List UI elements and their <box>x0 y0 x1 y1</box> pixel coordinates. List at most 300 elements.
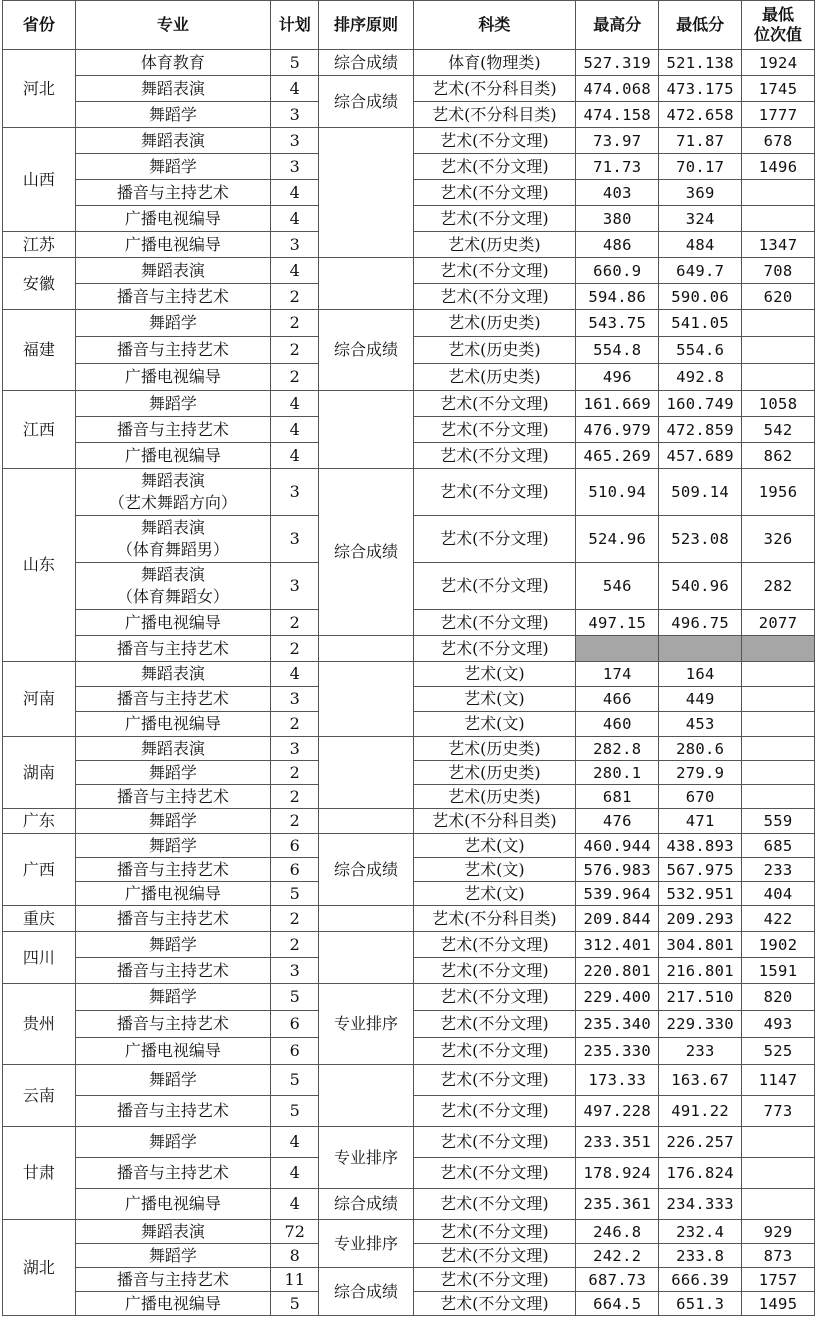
min-rank-cell: 525 <box>742 1038 815 1065</box>
min-score-cell: 233.8 <box>659 1244 742 1268</box>
max-score-cell: 403 <box>576 180 659 206</box>
min-score-cell: 453 <box>659 712 742 737</box>
major-cell: 播音与主持艺术 <box>75 1011 270 1038</box>
min-rank-cell: 404 <box>742 882 815 906</box>
min-score-cell: 491.22 <box>659 1096 742 1127</box>
category-cell: 艺术(不分文理) <box>413 443 576 469</box>
major-cell: 舞蹈表演 <box>75 737 270 761</box>
min-score-cell: 492.8 <box>659 364 742 391</box>
rule-cell <box>319 932 413 984</box>
category-cell: 艺术(历史类) <box>413 785 576 809</box>
category-cell: 艺术(文) <box>413 662 576 687</box>
header-max-score: 最高分 <box>576 1 659 50</box>
table-row <box>3 984 815 1011</box>
admission-score-table <box>2 0 815 1316</box>
max-score-cell: 73.97 <box>576 128 659 154</box>
major-cell: 广播电视编导 <box>75 882 270 906</box>
min-rank-cell: 1496 <box>742 154 815 180</box>
category-cell: 艺术(不分科目类) <box>413 906 576 932</box>
table-row <box>3 76 815 102</box>
rule-cell <box>319 258 413 310</box>
min-rank-cell: 1757 <box>742 1268 815 1292</box>
min-rank-cell <box>742 364 815 391</box>
plan-cell: 3 <box>270 516 319 563</box>
major-cell: 广播电视编导 <box>75 364 270 391</box>
plan-cell: 4 <box>270 417 319 443</box>
plan-cell: 4 <box>270 258 319 284</box>
major-cell: 舞蹈学 <box>75 154 270 180</box>
plan-cell: 6 <box>270 1038 319 1065</box>
category-cell: 艺术(历史类) <box>413 337 576 364</box>
major-cell: 播音与主持艺术 <box>75 858 270 882</box>
category-cell: 艺术(不分文理) <box>413 128 576 154</box>
table-row <box>3 1065 815 1096</box>
major-cell: 播音与主持艺术 <box>75 417 270 443</box>
major-cell: 舞蹈学 <box>75 761 270 785</box>
min-rank-cell: 233 <box>742 858 815 882</box>
max-score-cell: 178.924 <box>576 1158 659 1189</box>
min-rank-cell: 282 <box>742 563 815 610</box>
max-score-cell: 594.86 <box>576 284 659 310</box>
major-cell: 舞蹈表演 <box>75 258 270 284</box>
max-score-cell: 246.8 <box>576 1220 659 1244</box>
category-cell: 艺术(历史类) <box>413 761 576 785</box>
table-row <box>3 1220 815 1244</box>
table-row <box>3 391 815 417</box>
province-cell: 福建 <box>3 310 76 391</box>
min-score-cell: 496.75 <box>659 610 742 636</box>
max-score-cell: 235.361 <box>576 1189 659 1220</box>
max-score-cell: 209.844 <box>576 906 659 932</box>
plan-cell: 2 <box>270 785 319 809</box>
category-cell: 艺术(不分文理) <box>413 469 576 516</box>
min-score-cell: 473.175 <box>659 76 742 102</box>
min-rank-cell: 1347 <box>742 232 815 258</box>
plan-cell: 5 <box>270 50 319 76</box>
plan-cell: 2 <box>270 364 319 391</box>
major-cell: 舞蹈学 <box>75 984 270 1011</box>
min-score-cell: 70.17 <box>659 154 742 180</box>
province-cell: 广东 <box>3 809 76 834</box>
category-cell: 艺术(不分文理) <box>413 1268 576 1292</box>
category-cell: 体育(物理类) <box>413 50 576 76</box>
province-cell: 河北 <box>3 50 76 128</box>
plan-cell: 2 <box>270 712 319 737</box>
province-cell: 重庆 <box>3 906 76 932</box>
min-rank-cell: 685 <box>742 834 815 858</box>
max-score-cell: 460 <box>576 712 659 737</box>
max-score-cell: 496 <box>576 364 659 391</box>
category-cell: 艺术(历史类) <box>413 737 576 761</box>
min-rank-cell <box>742 1127 815 1158</box>
major-cell: 舞蹈学 <box>75 102 270 128</box>
min-score-cell: 554.6 <box>659 337 742 364</box>
table-row <box>3 662 815 687</box>
max-score-cell: 161.669 <box>576 391 659 417</box>
table-row <box>3 128 815 154</box>
table-body <box>3 50 815 1316</box>
major-cell: 舞蹈学 <box>75 834 270 858</box>
min-rank-cell: 1745 <box>742 76 815 102</box>
plan-cell: 3 <box>270 687 319 712</box>
min-rank-cell: 1924 <box>742 50 815 76</box>
plan-cell: 2 <box>270 310 319 337</box>
rule-cell <box>319 1065 413 1127</box>
plan-cell: 2 <box>270 932 319 958</box>
major-cell: 体育教育 <box>75 50 270 76</box>
min-rank-cell: 1058 <box>742 391 815 417</box>
plan-cell: 6 <box>270 834 319 858</box>
max-score-cell: 173.33 <box>576 1065 659 1096</box>
min-rank-cell <box>742 206 815 232</box>
max-score-cell: 229.400 <box>576 984 659 1011</box>
category-cell: 艺术(不分科目类) <box>413 76 576 102</box>
category-cell: 艺术(不分文理) <box>413 1244 576 1268</box>
province-cell: 云南 <box>3 1065 76 1127</box>
rule-cell: 专业排序 <box>319 1127 413 1189</box>
min-score-cell: 209.293 <box>659 906 742 932</box>
min-score-cell: 449 <box>659 687 742 712</box>
category-cell: 艺术(不分文理) <box>413 1292 576 1316</box>
category-cell: 艺术(不分文理) <box>413 1065 576 1096</box>
min-rank-cell <box>742 337 815 364</box>
min-rank-cell <box>742 180 815 206</box>
major-cell: 舞蹈学 <box>75 1127 270 1158</box>
header-major: 专业 <box>75 1 270 50</box>
max-score-cell: 527.319 <box>576 50 659 76</box>
min-score-cell: 280.6 <box>659 737 742 761</box>
plan-cell: 4 <box>270 180 319 206</box>
min-score-cell: 304.801 <box>659 932 742 958</box>
category-cell: 艺术(文) <box>413 687 576 712</box>
max-score-cell: 497.15 <box>576 610 659 636</box>
min-rank-cell: 620 <box>742 284 815 310</box>
min-rank-cell: 1591 <box>742 958 815 984</box>
min-rank-cell: 493 <box>742 1011 815 1038</box>
min-score-cell: 541.05 <box>659 310 742 337</box>
max-score-cell: 546 <box>576 563 659 610</box>
major-cell: 舞蹈表演 （体育舞蹈男） <box>75 516 270 563</box>
category-cell: 艺术(不分文理) <box>413 932 576 958</box>
min-score-cell: 369 <box>659 180 742 206</box>
max-score-cell: 510.94 <box>576 469 659 516</box>
category-cell: 艺术(历史类) <box>413 310 576 337</box>
max-score-cell: 460.944 <box>576 834 659 858</box>
table-row <box>3 1268 815 1292</box>
plan-cell: 3 <box>270 102 319 128</box>
max-score-cell: 474.068 <box>576 76 659 102</box>
major-cell: 舞蹈学 <box>75 1065 270 1096</box>
major-cell: 舞蹈学 <box>75 391 270 417</box>
plan-cell: 3 <box>270 563 319 610</box>
min-score-cell: 226.257 <box>659 1127 742 1158</box>
max-score-cell: 235.340 <box>576 1011 659 1038</box>
header-row <box>3 1 815 50</box>
max-score-cell: 554.8 <box>576 337 659 364</box>
plan-cell: 5 <box>270 882 319 906</box>
province-cell: 湖南 <box>3 737 76 809</box>
max-score-cell: 233.351 <box>576 1127 659 1158</box>
major-cell: 广播电视编导 <box>75 610 270 636</box>
major-cell: 播音与主持艺术 <box>75 180 270 206</box>
plan-cell: 3 <box>270 232 319 258</box>
category-cell: 艺术(不分科目类) <box>413 809 576 834</box>
min-rank-cell: 678 <box>742 128 815 154</box>
max-score-cell: 466 <box>576 687 659 712</box>
max-score-cell: 220.801 <box>576 958 659 984</box>
plan-cell: 5 <box>270 1292 319 1316</box>
min-score-cell: 651.3 <box>659 1292 742 1316</box>
rule-cell <box>319 128 413 258</box>
category-cell: 艺术(不分文理) <box>413 1096 576 1127</box>
province-cell: 山东 <box>3 469 76 662</box>
rule-cell: 综合成绩 <box>319 50 413 76</box>
plan-cell: 2 <box>270 906 319 932</box>
category-cell: 艺术(不分文理) <box>413 1127 576 1158</box>
min-rank-cell: 422 <box>742 906 815 932</box>
province-cell: 江西 <box>3 391 76 469</box>
plan-cell: 6 <box>270 858 319 882</box>
max-score-cell: 681 <box>576 785 659 809</box>
rule-cell <box>319 636 413 662</box>
province-cell: 贵州 <box>3 984 76 1065</box>
min-score-cell: 176.824 <box>659 1158 742 1189</box>
min-score-cell: 540.96 <box>659 563 742 610</box>
major-cell: 舞蹈表演 <box>75 662 270 687</box>
min-score-cell: 484 <box>659 232 742 258</box>
category-cell: 艺术(不分文理) <box>413 1158 576 1189</box>
min-score-cell: 232.4 <box>659 1220 742 1244</box>
rule-cell: 综合成绩 <box>319 1268 413 1316</box>
max-score-cell: 71.73 <box>576 154 659 180</box>
major-cell: 舞蹈表演 （体育舞蹈女） <box>75 563 270 610</box>
max-score-cell: 174 <box>576 662 659 687</box>
category-cell: 艺术(不分文理) <box>413 417 576 443</box>
min-rank-cell: 1902 <box>742 932 815 958</box>
min-score-cell: 233 <box>659 1038 742 1065</box>
category-cell: 艺术(不分文理) <box>413 258 576 284</box>
province-cell: 安徽 <box>3 258 76 310</box>
header-min-rank: 最低 位次值 <box>742 1 815 50</box>
category-cell: 艺术(文) <box>413 712 576 737</box>
max-score-cell: 664.5 <box>576 1292 659 1316</box>
category-cell: 艺术(文) <box>413 882 576 906</box>
min-rank-cell <box>742 662 815 687</box>
header-plan: 计划 <box>270 1 319 50</box>
rule-cell <box>319 906 413 932</box>
min-score-cell: 670 <box>659 785 742 809</box>
max-score-cell: 539.964 <box>576 882 659 906</box>
plan-cell: 4 <box>270 443 319 469</box>
max-score-cell: 476.979 <box>576 417 659 443</box>
plan-cell: 4 <box>270 206 319 232</box>
category-cell: 艺术(不分文理) <box>413 206 576 232</box>
province-cell: 甘肃 <box>3 1127 76 1220</box>
min-rank-cell: 773 <box>742 1096 815 1127</box>
category-cell: 艺术(历史类) <box>413 364 576 391</box>
major-cell: 播音与主持艺术 <box>75 906 270 932</box>
table-row <box>3 469 815 516</box>
max-score-cell: 476 <box>576 809 659 834</box>
major-cell: 播音与主持艺术 <box>75 1158 270 1189</box>
min-score-cell: 532.951 <box>659 882 742 906</box>
min-rank-cell: 1777 <box>742 102 815 128</box>
rule-cell <box>319 737 413 809</box>
min-rank-cell <box>742 687 815 712</box>
min-score-cell: 279.9 <box>659 761 742 785</box>
plan-cell: 5 <box>270 1096 319 1127</box>
min-score-cell: 472.658 <box>659 102 742 128</box>
max-score-cell: 524.96 <box>576 516 659 563</box>
min-rank-cell <box>742 310 815 337</box>
table-row <box>3 310 815 337</box>
category-cell: 艺术(不分文理) <box>413 1011 576 1038</box>
plan-cell: 6 <box>270 1011 319 1038</box>
max-score-cell: 282.8 <box>576 737 659 761</box>
min-score-cell: 666.39 <box>659 1268 742 1292</box>
plan-cell: 3 <box>270 737 319 761</box>
header-min-score: 最低分 <box>659 1 742 50</box>
major-cell: 舞蹈表演 （艺术舞蹈方向） <box>75 469 270 516</box>
category-cell: 艺术(不分文理) <box>413 636 576 662</box>
plan-cell: 2 <box>270 809 319 834</box>
min-score-cell: 509.14 <box>659 469 742 516</box>
max-score-cell: 465.269 <box>576 443 659 469</box>
min-rank-cell <box>742 737 815 761</box>
max-score-cell: 242.2 <box>576 1244 659 1268</box>
min-score-cell: 164 <box>659 662 742 687</box>
plan-cell: 4 <box>270 1158 319 1189</box>
min-rank-cell: 1495 <box>742 1292 815 1316</box>
category-cell: 艺术(不分文理) <box>413 610 576 636</box>
max-score-cell: 687.73 <box>576 1268 659 1292</box>
min-score-cell: 649.7 <box>659 258 742 284</box>
table-row <box>3 809 815 834</box>
category-cell: 艺术(文) <box>413 858 576 882</box>
max-score-cell <box>576 636 659 662</box>
category-cell: 艺术(不分文理) <box>413 958 576 984</box>
plan-cell: 2 <box>270 761 319 785</box>
province-cell: 山西 <box>3 128 76 232</box>
plan-cell: 11 <box>270 1268 319 1292</box>
province-cell: 江苏 <box>3 232 76 258</box>
category-cell: 艺术(不分文理) <box>413 391 576 417</box>
rule-cell: 综合成绩 <box>319 834 413 906</box>
max-score-cell: 280.1 <box>576 761 659 785</box>
category-cell: 艺术(不分文理) <box>413 984 576 1011</box>
plan-cell: 4 <box>270 76 319 102</box>
major-cell: 舞蹈学 <box>75 310 270 337</box>
major-cell: 播音与主持艺术 <box>75 636 270 662</box>
max-score-cell: 474.158 <box>576 102 659 128</box>
category-cell: 艺术(不分文理) <box>413 180 576 206</box>
min-score-cell: 521.138 <box>659 50 742 76</box>
province-cell: 四川 <box>3 932 76 984</box>
header-category: 科类 <box>413 1 576 50</box>
plan-cell: 3 <box>270 154 319 180</box>
min-score-cell: 216.801 <box>659 958 742 984</box>
max-score-cell: 497.228 <box>576 1096 659 1127</box>
plan-cell: 4 <box>270 391 319 417</box>
rule-cell: 综合成绩 <box>319 1189 413 1220</box>
category-cell: 艺术(不分文理) <box>413 1038 576 1065</box>
min-score-cell: 160.749 <box>659 391 742 417</box>
min-rank-cell <box>742 712 815 737</box>
category-cell: 艺术(不分文理) <box>413 154 576 180</box>
province-cell: 广西 <box>3 834 76 906</box>
min-rank-cell: 542 <box>742 417 815 443</box>
min-score-cell: 234.333 <box>659 1189 742 1220</box>
major-cell: 播音与主持艺术 <box>75 687 270 712</box>
major-cell: 舞蹈表演 <box>75 76 270 102</box>
max-score-cell: 543.75 <box>576 310 659 337</box>
table-row <box>3 1127 815 1158</box>
major-cell: 广播电视编导 <box>75 1189 270 1220</box>
plan-cell: 72 <box>270 1220 319 1244</box>
major-cell: 广播电视编导 <box>75 232 270 258</box>
category-cell: 艺术(不分文理) <box>413 1220 576 1244</box>
rule-cell: 综合成绩 <box>319 310 413 391</box>
plan-cell: 2 <box>270 284 319 310</box>
plan-cell: 4 <box>270 662 319 687</box>
table-row <box>3 932 815 958</box>
min-rank-cell: 2077 <box>742 610 815 636</box>
category-cell: 艺术(不分文理) <box>413 516 576 563</box>
major-cell: 广播电视编导 <box>75 206 270 232</box>
major-cell: 广播电视编导 <box>75 712 270 737</box>
table-row <box>3 636 815 662</box>
plan-cell: 4 <box>270 1127 319 1158</box>
min-rank-cell: 1956 <box>742 469 815 516</box>
major-cell: 广播电视编导 <box>75 1292 270 1316</box>
major-cell: 舞蹈表演 <box>75 1220 270 1244</box>
min-rank-cell <box>742 785 815 809</box>
table-row <box>3 834 815 858</box>
min-score-cell: 590.06 <box>659 284 742 310</box>
min-rank-cell: 708 <box>742 258 815 284</box>
plan-cell: 5 <box>270 984 319 1011</box>
min-rank-cell <box>742 1158 815 1189</box>
major-cell: 广播电视编导 <box>75 1038 270 1065</box>
plan-cell: 8 <box>270 1244 319 1268</box>
min-score-cell: 472.859 <box>659 417 742 443</box>
plan-cell: 3 <box>270 958 319 984</box>
min-score-cell <box>659 636 742 662</box>
rule-cell <box>319 809 413 834</box>
min-rank-cell: 873 <box>742 1244 815 1268</box>
max-score-cell: 576.983 <box>576 858 659 882</box>
max-score-cell: 660.9 <box>576 258 659 284</box>
major-cell: 舞蹈学 <box>75 809 270 834</box>
category-cell: 艺术(不分科目类) <box>413 102 576 128</box>
max-score-cell: 235.330 <box>576 1038 659 1065</box>
category-cell: 艺术(不分文理) <box>413 563 576 610</box>
table-row <box>3 906 815 932</box>
rule-cell <box>319 391 413 469</box>
major-cell: 舞蹈学 <box>75 1244 270 1268</box>
major-cell: 播音与主持艺术 <box>75 284 270 310</box>
min-rank-cell: 929 <box>742 1220 815 1244</box>
min-score-cell: 523.08 <box>659 516 742 563</box>
category-cell: 艺术(文) <box>413 834 576 858</box>
plan-cell: 2 <box>270 610 319 636</box>
min-score-cell: 567.975 <box>659 858 742 882</box>
header-rule: 排序原则 <box>319 1 413 50</box>
plan-cell: 4 <box>270 1189 319 1220</box>
min-score-cell: 71.87 <box>659 128 742 154</box>
min-rank-cell: 1147 <box>742 1065 815 1096</box>
min-score-cell: 457.689 <box>659 443 742 469</box>
